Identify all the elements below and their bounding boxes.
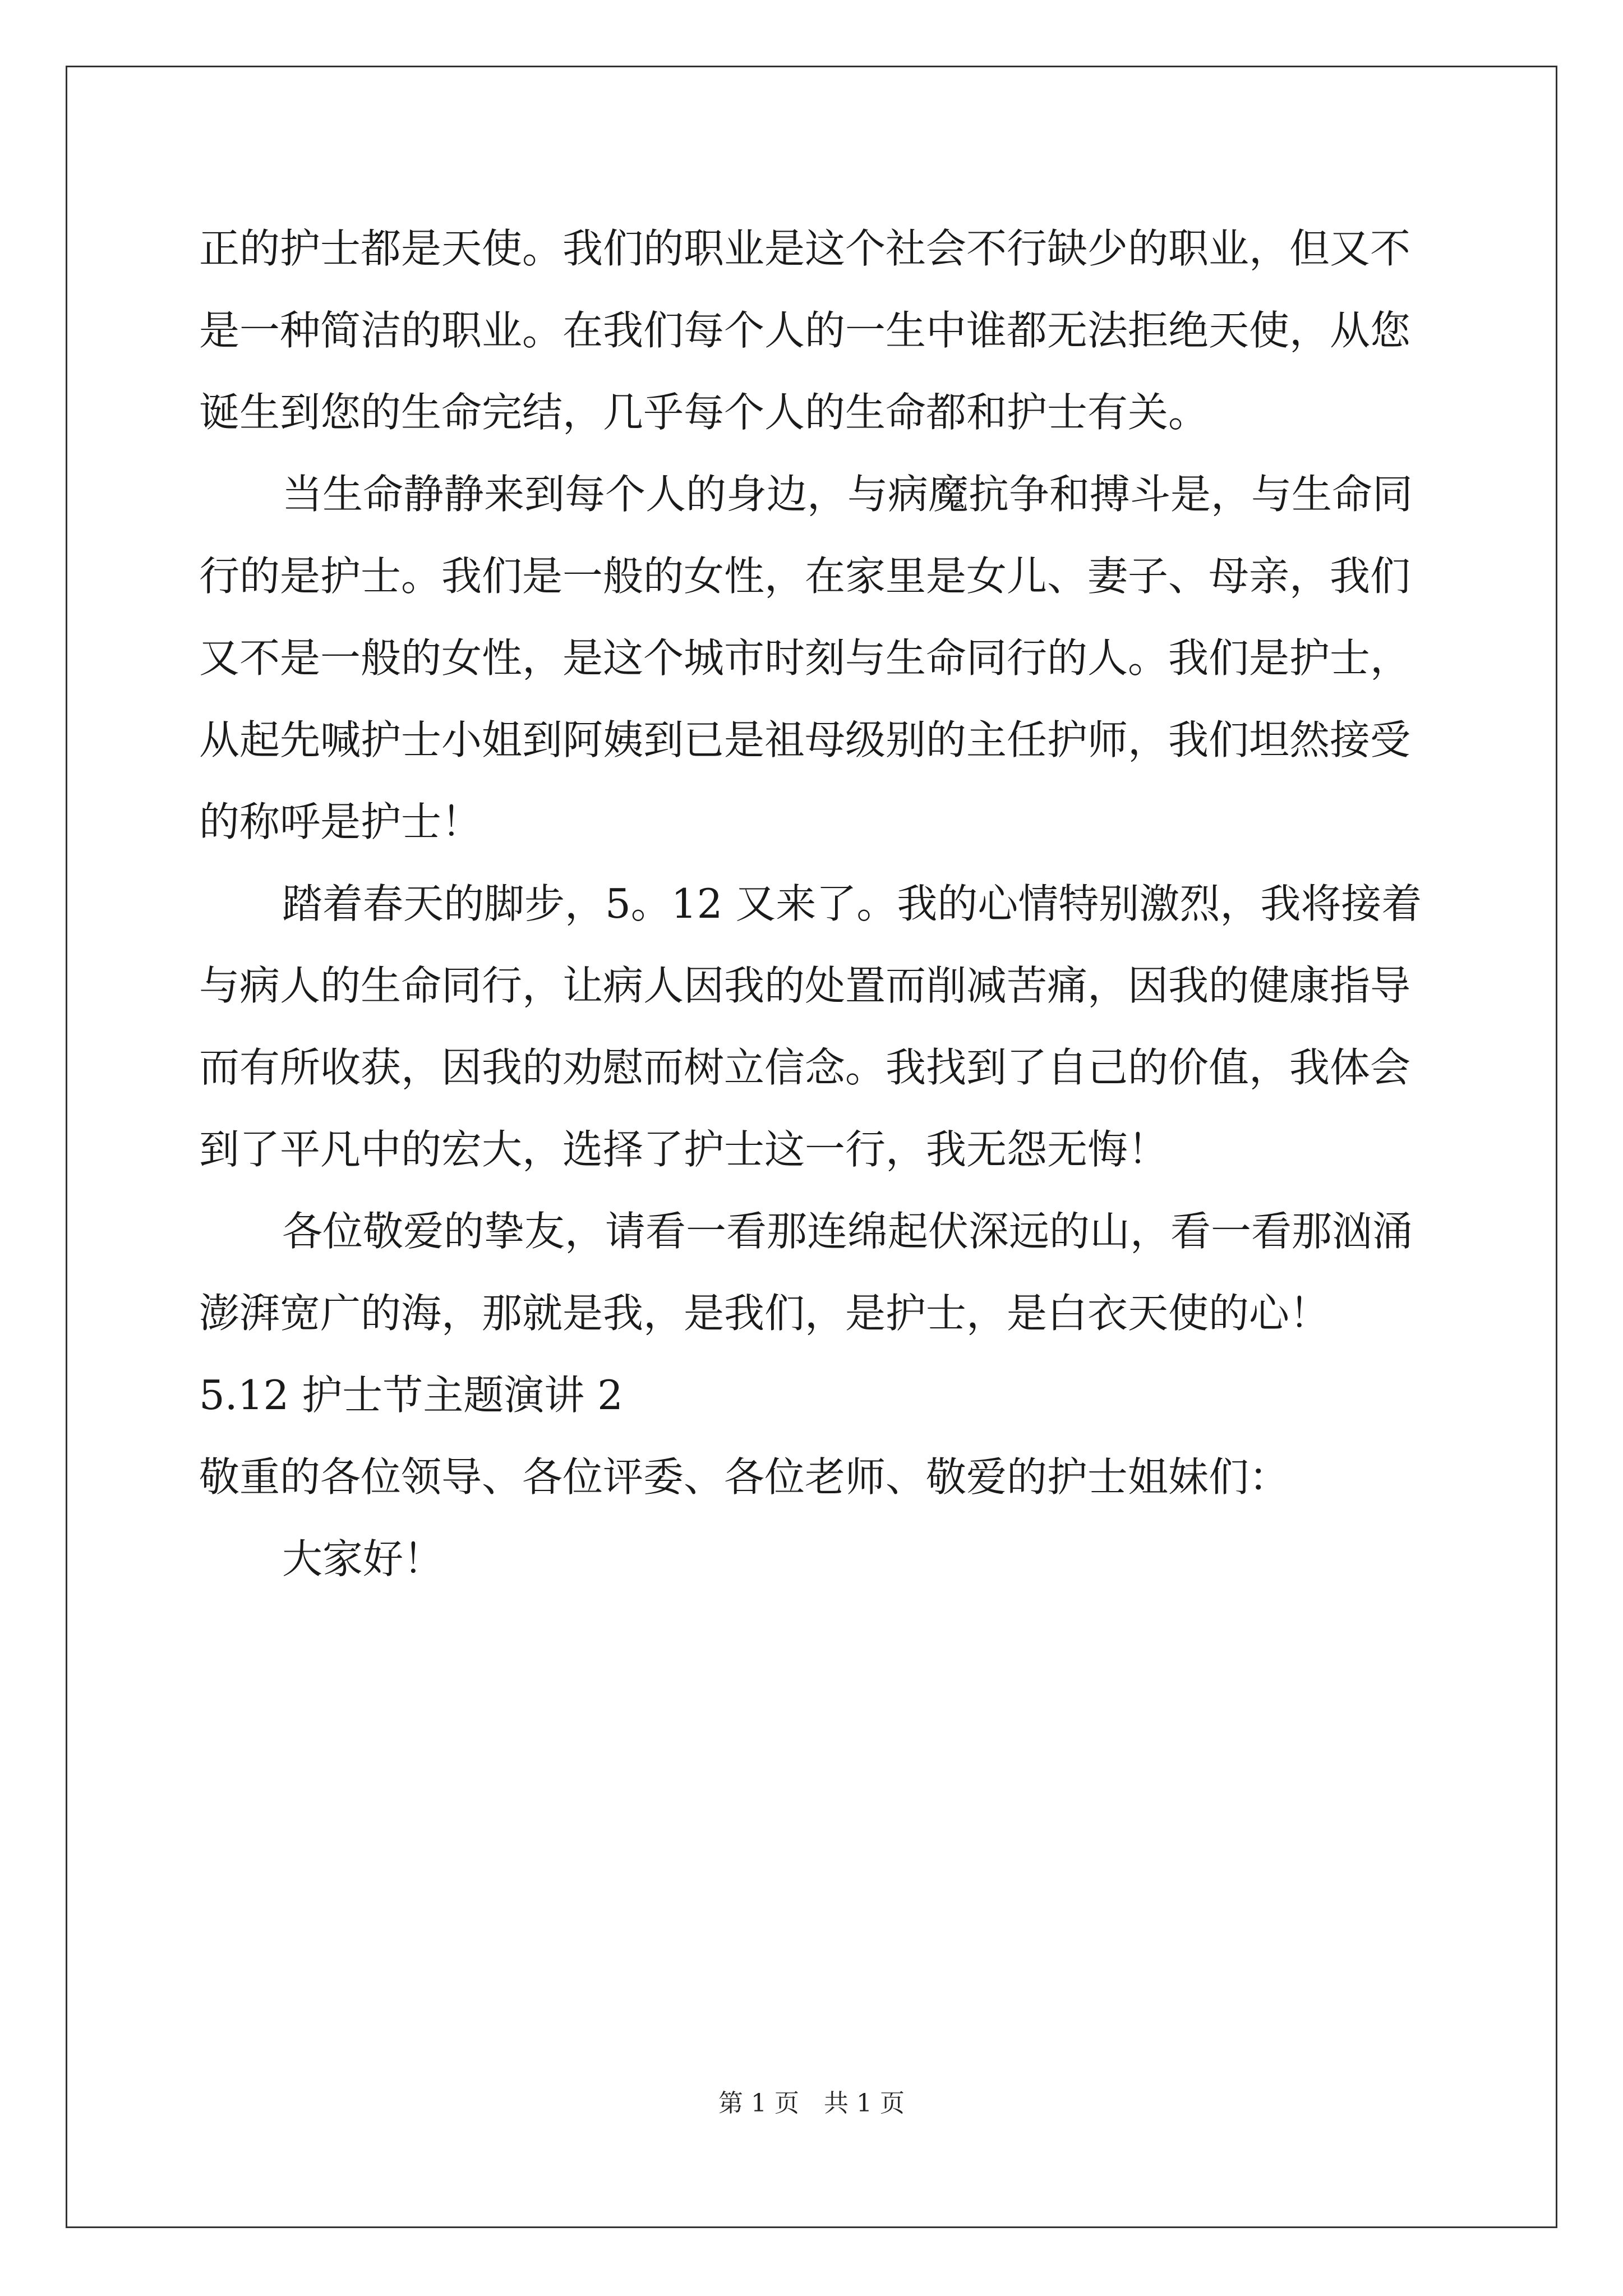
section-heading: 5.12 护士节主题演讲 2 bbox=[199, 1372, 623, 1419]
paragraph-line: 与病人的生命同行，让病人因我的处置而削减苦痛，因我的健康指导 bbox=[199, 962, 1411, 1009]
paragraph-line: 澎湃宽广的海，那就是我，是我们，是护士，是白衣天使的心！ bbox=[199, 1290, 1330, 1337]
paragraph-line: 踏着春天的脚步，5。12 又来了。我的心情特别激烈，我将接着 bbox=[282, 880, 1422, 927]
paragraph-line: 的称呼是护士！ bbox=[199, 798, 482, 845]
paragraph-line: 诞生到您的生命完结，几乎每个人的生命都和护士有关。 bbox=[199, 389, 1209, 436]
paragraph-line: 又不是一般的女性，是这个城市时刻与生命同行的人。我们是护士， bbox=[199, 634, 1411, 682]
paragraph-line: 从起先喊护士小姐到阿姨到已是祖母级别的主任护师，我们坦然接受 bbox=[199, 716, 1411, 763]
paragraph-line: 行的是护士。我们是一般的女性，在家里是女儿、妻子、母亲，我们 bbox=[199, 553, 1411, 600]
greeting-line: 大家好！ bbox=[282, 1535, 444, 1582]
page-footer: 第 1 页 共 1 页 bbox=[718, 2089, 905, 2118]
document-body bbox=[199, 208, 1424, 1600]
paragraph-line: 而有所收获，因我的劝慰而树立信念。我找到了自己的价值，我体会 bbox=[199, 1044, 1411, 1091]
paragraph-line: 到了平凡中的宏大，选择了护士这一行，我无怨无悔！ bbox=[199, 1126, 1169, 1173]
salutation-line: 敬重的各位领导、各位评委、各位老师、敬爱的护士姐妹们： bbox=[199, 1453, 1290, 1501]
paragraph-line: 各位敬爱的挚友，请看一看那连绵起伏深远的山，看一看那汹涌 bbox=[282, 1208, 1413, 1255]
paragraph-line: 是一种简洁的职业。在我们每个人的一生中谁都无法拒绝天使，从您 bbox=[199, 307, 1411, 354]
paragraph-line: 当生命静静来到每个人的身边，与病魔抗争和搏斗是，与生命同 bbox=[282, 471, 1413, 518]
paragraph-line: 正的护士都是天使。我们的职业是这个社会不行缺少的职业，但又不 bbox=[199, 225, 1411, 272]
